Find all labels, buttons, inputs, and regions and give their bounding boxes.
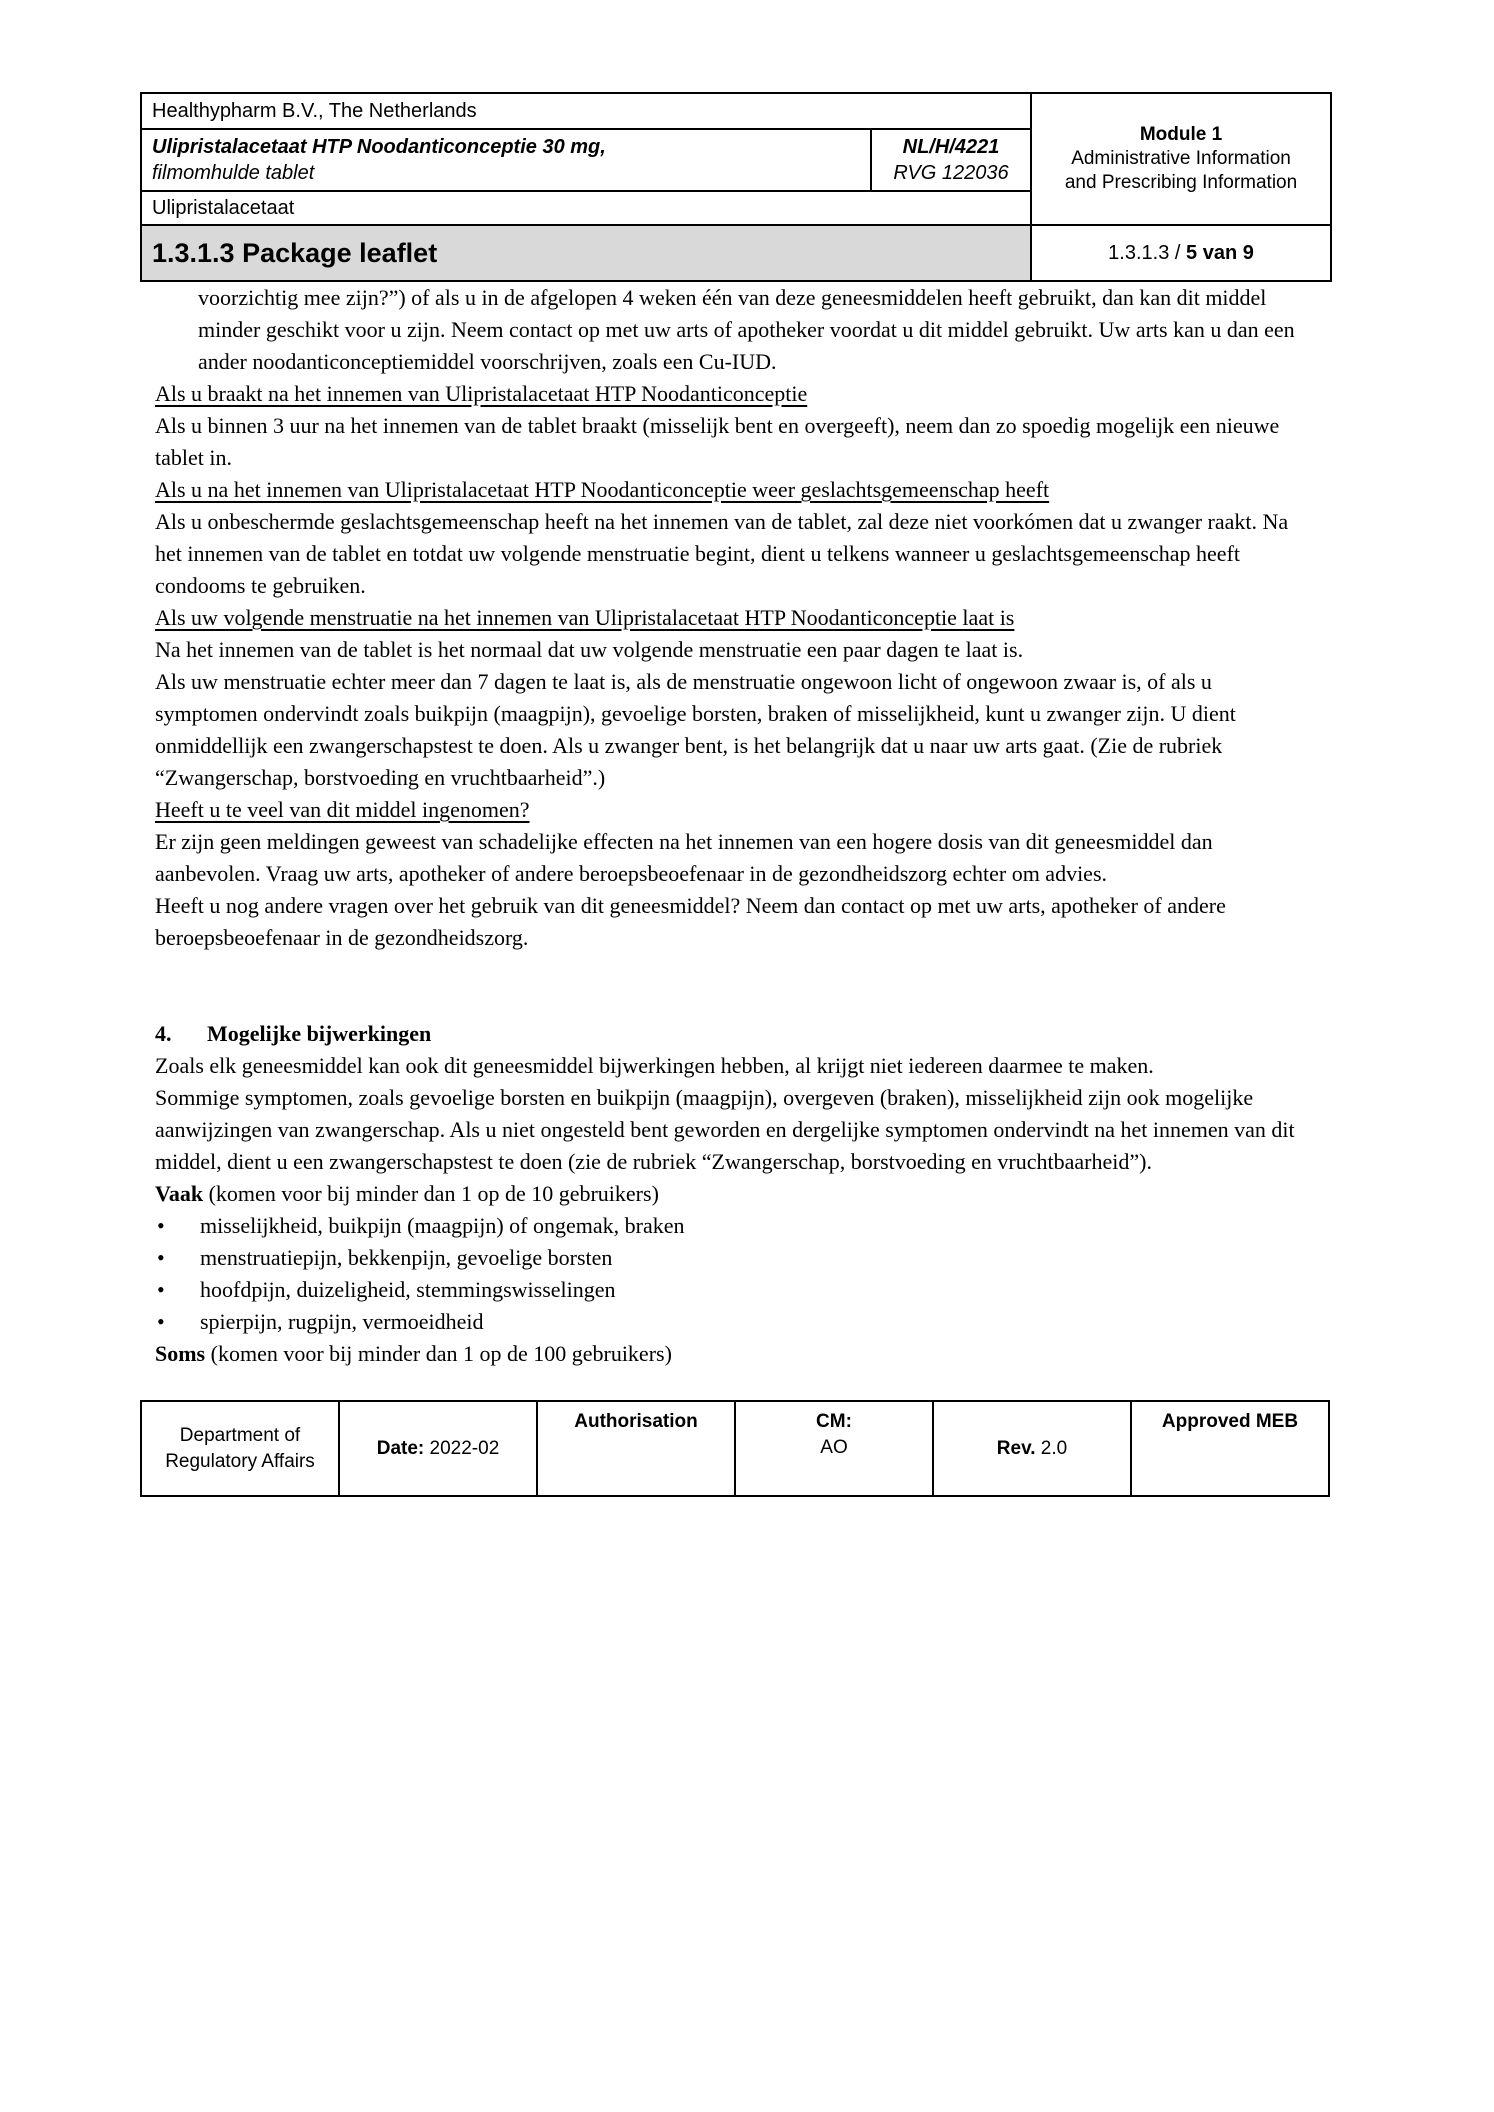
frequency-heading-vaak [155,1178,1295,1210]
module-cell [1031,93,1331,225]
soms-label: Soms [155,1341,206,1366]
section-4-heading [155,1018,1295,1050]
section-heading-geslachtsgemeenschap: Als u na het innemen van Ulipristalacetaat HTP Noodanticonceptie weer geslachtsgemeenschap heeft [155,477,1050,502]
section-heading-teveel: Heeft u te veel van dit middel ingenomen? [155,797,530,822]
section-heading-menstruatie: Als uw volgende menstruatie na het innemen van Ulipristalacetaat HTP Noodanticonceptie laat is [155,605,1015,630]
footer-date-cell [339,1401,537,1496]
footer-cm-label: CM: [816,1411,852,1432]
company-name: Healthypharm B.V., The Netherlands [141,93,1031,129]
footer-rev-label: Rev. [996,1437,1036,1459]
bullet-item: • hoofdpijn, duizeligheid, stemmingswisselingen [155,1274,1295,1306]
bullet-list-vaak [155,1210,1295,1338]
page-ref-prefix: 1.3.1.3 / [1108,242,1187,264]
footer-cm-value: AO [820,1437,848,1458]
footer-rev-value: 2.0 [1035,1437,1068,1459]
paragraph-intro-bijwerkingen: Zoals elk geneesmiddel kan ook dit geneesmiddel bijwerkingen hebben, al krijgt niet iedereen daarmee te maken. [155,1053,1154,1078]
rvg-number: RVG 122036 [893,162,1009,184]
product-form: filmomhulde tablet [152,162,315,184]
bullet-item: • spierpijn, rugpijn, vermoeidheid [155,1306,1295,1338]
bullet-item: • menstruatiepijn, bekkenpijn, gevoelige borsten [155,1242,1295,1274]
footer-table [140,1400,1330,1497]
footer-date-label: Date: [376,1437,425,1459]
paragraph-menstruatie: Na het innemen van de tablet is het normaal dat uw volgende menstruatie een paar dagen te laat is. [155,637,1024,662]
continuation-paragraph: voorzichtig mee zijn?”) of als u in de afgelopen 4 weken één van deze geneesmiddelen heeft gebruikt, dan kan dit middel minder geschikt voor u zijn. Neem contact op met uw arts of apotheker voordat u dit middel gebruikt. Uw arts kan u dan een ander noodanticonceptiemiddel voorschrijven, zoals een Cu-IUD. [198,285,1295,374]
footer-cm-cell [735,1401,933,1496]
section-heading-braakt: Als u braakt na het innemen van Ulipristalacetaat HTP Noodanticonceptie [155,381,808,406]
paragraph-braakt: Als u binnen 3 uur na het innemen van de tablet braakt (misselijk bent en overgeeft), neem dan zo spoedig mogelijk een nieuwe tablet in. [155,413,1280,470]
header-table [140,92,1332,282]
procedure-number: NL/H/4221 [902,136,1000,158]
vaak-description: (komen voor bij minder dan 1 op de 10 gebruikers) [203,1181,659,1206]
paragraph-menstruatie-laat: Als uw menstruatie echter meer dan 7 dagen te laat is, als de menstruatie ongewoon licht of ongewoon zwaar is, of als u symptomen ondervindt zoals buikpijn (maagpijn), gevoelige borsten, braken of misselijkheid, kunt u zwanger zijn. U dient onmiddellijk een zwangerschapstest te doen. Als u zwanger bent, is het belangrijk dat u naar uw arts gaat. (Zie de rubriek “Zwangerschap, borstvoeding en vruchtbaarheid”.) [155,669,1236,790]
footer-approved-cell: Approved MEB [1131,1401,1329,1496]
page-reference [1031,225,1331,281]
footer-rev-cell [933,1401,1131,1496]
section-bar: 1.3.1.3 Package leaflet [141,225,1031,281]
product-name: Ulipristalacetaat HTP Noodanticonceptie 30 mg, [152,136,606,158]
module-title: Module 1 [1139,124,1223,145]
bullet-item: • misselijkheid, buikpijn (maagpijn) of ongemak, braken [155,1210,1295,1242]
substance-name: Ulipristalacetaat [141,191,1031,225]
vaak-label: Vaak [155,1181,204,1206]
section-4-number: 4. [155,1021,172,1046]
footer-authorisation-cell: Authorisation [537,1401,735,1496]
module-subtitle-2: and Prescribing Information [1064,172,1298,193]
paragraph-questions: Heeft u nog andere vragen over het gebruik van dit geneesmiddel? Neem dan contact op met uw arts, apotheker of andere beroepsbeoefenaar in de gezondheidszorg. [155,893,1226,950]
footer-department-cell [141,1401,339,1496]
paragraph-geslachtsgemeenschap: Als u onbeschermde geslachtsgemeenschap heeft na het innemen van de tablet, zal deze niet voorkómen dat u zwanger raakt. Na het innemen van de tablet en totdat uw volgende menstruatie begint, dient u telkens wanneer u geslachtsgemeenschap heeft condooms te gebruiken. [155,509,1289,598]
footer-date-value: 2022-02 [424,1437,500,1459]
frequency-heading-soms [155,1338,1295,1370]
footer-department-line2: Regulatory Affairs [165,1450,315,1472]
reference-numbers-cell [871,129,1031,191]
section-4-title: Mogelijke bijwerkingen [207,1021,432,1046]
footer-department-line1: Department of [179,1424,301,1446]
module-subtitle-1: Administrative Information [1071,148,1291,169]
paragraph-symptoms: Sommige symptomen, zoals gevoelige borsten en buikpijn (maagpijn), overgeven (braken), misselijkheid zijn ook mogelijke aanwijzingen van zwangerschap. Als u niet ongesteld bent geworden en dergelijke symptomen ondervindt na het innemen van dit middel, dient u een zwangerschapstest te doen (zie de rubriek “Zwangerschap, borstvoeding en vruchtbaarheid”). [155,1085,1295,1174]
leaflet-body [155,282,1295,1370]
page-ref-page: 5 van 9 [1186,242,1254,264]
soms-description: (komen voor bij minder dan 1 op de 100 gebruikers) [205,1341,672,1366]
paragraph-teveel: Er zijn geen meldingen geweest van schadelijke effecten na het innemen van een hogere dosis van dit geneesmiddel dan aanbevolen. Vraag uw arts, apotheker of andere beroepsbeoefenaar in de gezondheidszorg echter om advies. [155,829,1213,886]
product-cell [141,129,871,191]
